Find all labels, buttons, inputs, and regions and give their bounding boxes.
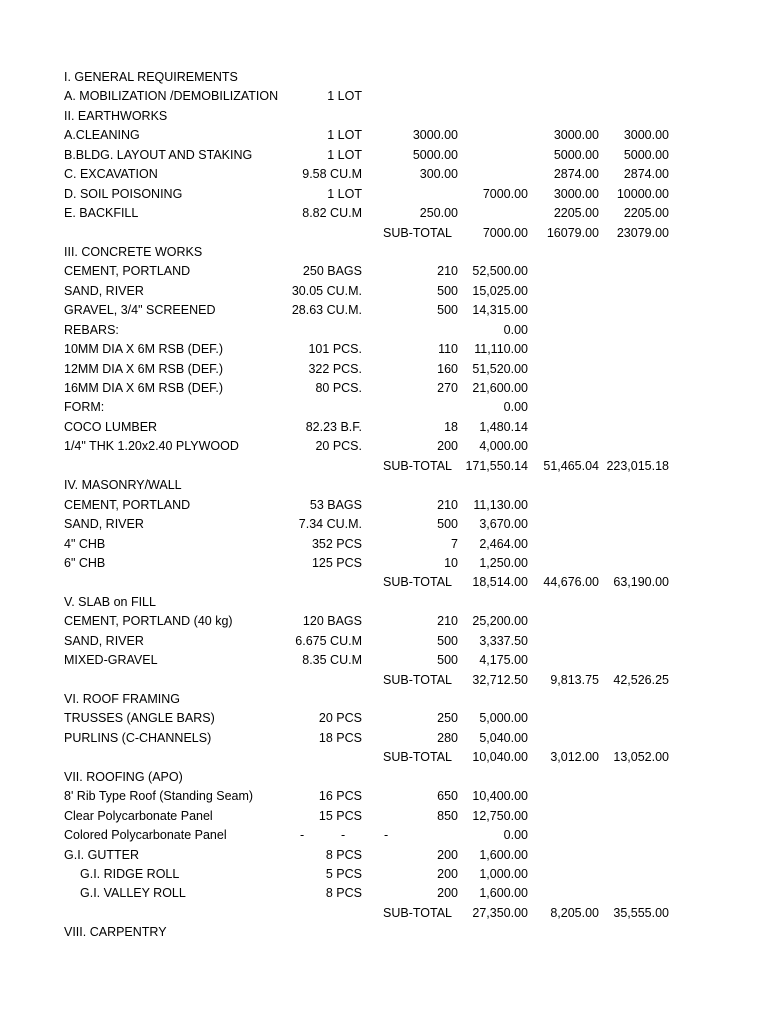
- item-quantity: 18 PCS: [318, 730, 362, 745]
- item-quantity: 1 LOT: [327, 147, 362, 162]
- labor-cost: 9,813.75: [550, 672, 599, 687]
- item-quantity: 1 LOT: [327, 186, 362, 201]
- total-cost: 13,052.00: [613, 750, 669, 765]
- item-quantity: 1 LOT: [327, 89, 362, 104]
- line-item-row: [0, 807, 768, 826]
- item-quantity: 9.58 CU.M: [302, 167, 362, 182]
- material-cost: 12,750.00: [472, 808, 528, 823]
- material-cost: 10,400.00: [472, 789, 528, 804]
- unit-price: 200: [437, 847, 458, 862]
- section-heading-row: [0, 593, 768, 612]
- section-heading-row: [0, 690, 768, 709]
- material-cost: 27,350.00: [472, 905, 528, 920]
- item-description: SAND, RIVER: [64, 283, 144, 298]
- total-cost: 42,526.25: [613, 672, 669, 687]
- line-item-row: [0, 535, 768, 554]
- item-description: Colored Polycarbonate Panel: [64, 828, 227, 843]
- item-description: A.CLEANING: [64, 128, 140, 143]
- item-description: C. EXCAVATION: [64, 167, 158, 182]
- dash-placeholder: -: [384, 828, 389, 843]
- total-cost: 23079.00: [616, 225, 669, 240]
- item-description: CEMENT, PORTLAND: [64, 264, 191, 279]
- item-description: PURLINS (C-CHANNELS): [64, 730, 212, 745]
- material-cost: 1,250.00: [479, 555, 528, 570]
- material-cost: 25,200.00: [472, 614, 528, 629]
- item-description: IV. MASONRY/WALL: [64, 478, 182, 493]
- unit-price: 210: [437, 614, 458, 629]
- unit-price: 270: [437, 381, 458, 395]
- total-cost: 2874.00: [623, 167, 669, 182]
- line-item-row: [0, 340, 768, 359]
- line-item-row: [0, 651, 768, 670]
- line-item-row: [0, 165, 768, 184]
- material-cost: 7000.00: [482, 186, 528, 201]
- item-description: III. CONCRETE WORKS: [64, 244, 203, 259]
- material-cost: 3,337.50: [479, 633, 528, 648]
- item-description: G.I. GUTTER: [64, 847, 139, 862]
- item-quantity: 8.35 CU.M: [302, 653, 362, 668]
- unit-price: 500: [437, 653, 458, 668]
- unit-price: 10: [444, 555, 458, 570]
- item-description: 12MM DIA X 6M RSB (DEF.): [64, 361, 224, 376]
- unit-price: 200: [437, 439, 458, 454]
- item-description: MIXED-GRAVEL: [64, 653, 158, 668]
- item-description: A. MOBILIZATION /DEMOBILIZATION: [64, 89, 279, 104]
- item-description: D. SOIL POISONING: [64, 186, 183, 201]
- material-cost: 21,600.00: [472, 381, 528, 395]
- material-cost: 51,520.00: [472, 361, 528, 376]
- line-item-row: [0, 185, 768, 204]
- line-item-row: [0, 787, 768, 806]
- line-item-row: [0, 282, 768, 301]
- item-description: FORM:: [64, 400, 105, 415]
- subtotal-row: [0, 457, 768, 476]
- item-quantity: 15 PCS: [318, 808, 362, 823]
- total-cost: 5000.00: [623, 147, 669, 162]
- item-description: SAND, RIVER: [64, 517, 144, 532]
- unit-price: 3000.00: [412, 128, 458, 143]
- item-quantity: 120 BAGS: [302, 614, 362, 629]
- unit-price: 280: [437, 730, 458, 745]
- unit-price: 250.00: [419, 206, 458, 221]
- dash-placeholder: -: [300, 828, 305, 843]
- labor-cost: 2874.00: [553, 167, 599, 182]
- material-cost: 18,514.00: [472, 575, 528, 590]
- dash-placeholder: -: [341, 828, 346, 843]
- item-description: TRUSSES (ANGLE BARS): [64, 711, 215, 726]
- line-item-row: [0, 826, 768, 845]
- item-description: G.I. VALLEY ROLL: [80, 886, 186, 901]
- line-item-row: [0, 865, 768, 884]
- line-item-row: [0, 612, 768, 631]
- line-item-row: [0, 146, 768, 165]
- item-description: COCO LUMBER: [64, 419, 158, 434]
- material-cost: 32,712.50: [472, 672, 528, 687]
- subtotal-label: SUB-TOTAL: [383, 458, 452, 473]
- line-item-row: [0, 126, 768, 145]
- item-description: I. GENERAL REQUIREMENTS: [64, 70, 238, 84]
- unit-price: 200: [437, 866, 458, 881]
- line-item-row: [0, 204, 768, 223]
- unit-price: 210: [437, 264, 458, 279]
- item-quantity: 101 PCS.: [308, 342, 362, 357]
- item-description: Clear Polycarbonate Panel: [64, 808, 213, 823]
- item-description: 10MM DIA X 6M RSB (DEF.): [64, 342, 224, 357]
- section-heading-row: [0, 107, 768, 126]
- line-item-row: [0, 321, 768, 340]
- line-item-row: [0, 360, 768, 379]
- material-cost: 5,000.00: [479, 711, 528, 726]
- unit-price: 210: [437, 497, 458, 512]
- item-description: II. EARTHWORKS: [64, 108, 168, 123]
- line-item-row: [0, 379, 768, 398]
- item-quantity: 30.05 CU.M.: [291, 283, 362, 298]
- item-description: 16MM DIA X 6M RSB (DEF.): [64, 381, 224, 395]
- item-quantity: 125 PCS: [311, 555, 362, 570]
- item-quantity: 53 BAGS: [309, 497, 362, 512]
- material-cost: 11,110.00: [474, 342, 528, 357]
- unit-price: 850: [437, 808, 458, 823]
- material-cost: 5,040.00: [479, 730, 528, 745]
- total-cost: 3000.00: [623, 128, 669, 143]
- total-cost: 10000.00: [616, 186, 669, 201]
- subtotal-row: [0, 573, 768, 592]
- section-heading-row: [0, 68, 768, 87]
- material-cost: 1,600.00: [479, 886, 528, 901]
- subtotal-label: SUB-TOTAL: [383, 672, 452, 687]
- total-cost: 35,555.00: [613, 905, 669, 920]
- cost-estimate-sheet: [0, 68, 768, 943]
- material-cost: 7000.00: [482, 225, 528, 240]
- material-cost: 4,000.00: [479, 439, 528, 454]
- subtotal-row: [0, 671, 768, 690]
- item-description: VII. ROOFING (APO): [64, 769, 183, 784]
- item-description: SAND, RIVER: [64, 633, 144, 648]
- labor-cost: 16079.00: [546, 225, 599, 240]
- item-quantity: 7.34 CU.M.: [298, 517, 362, 532]
- unit-price: 250: [437, 711, 458, 726]
- section-heading-row: [0, 923, 768, 942]
- item-description: B.BLDG. LAYOUT AND STAKING: [64, 147, 253, 162]
- unit-price: 500: [437, 283, 458, 298]
- line-item-row: [0, 301, 768, 320]
- subtotal-label: SUB-TOTAL: [383, 575, 452, 590]
- item-description: REBARS:: [64, 322, 119, 337]
- item-quantity: 20 PCS.: [315, 439, 362, 454]
- subtotal-label: SUB-TOTAL: [383, 750, 452, 765]
- subtotal-label: SUB-TOTAL: [383, 225, 452, 240]
- item-description: GRAVEL, 3/4" SCREENED: [64, 303, 216, 318]
- item-quantity: 5 PCS: [325, 866, 362, 881]
- unit-price: 110: [438, 342, 458, 357]
- unit-price: 200: [437, 886, 458, 901]
- subtotal-row: [0, 224, 768, 243]
- material-cost: 52,500.00: [472, 264, 528, 279]
- item-description: CEMENT, PORTLAND: [64, 497, 191, 512]
- total-cost: 223,015.18: [606, 458, 669, 473]
- item-quantity: 322 PCS.: [308, 361, 362, 376]
- item-description: CEMENT, PORTLAND (40 kg): [64, 614, 233, 629]
- total-cost: 63,190.00: [613, 575, 669, 590]
- line-item-row: [0, 632, 768, 651]
- item-quantity: 8.82 CU.M: [302, 206, 362, 221]
- section-heading-row: [0, 476, 768, 495]
- item-description: V. SLAB on FILL: [64, 594, 156, 609]
- item-description: VI. ROOF FRAMING: [64, 692, 180, 706]
- labor-cost: 3,012.00: [550, 750, 599, 765]
- material-cost: 14,315.00: [472, 303, 528, 318]
- unit-price: 160: [437, 361, 458, 376]
- unit-price: 5000.00: [412, 147, 458, 162]
- labor-cost: 3000.00: [553, 186, 599, 201]
- item-quantity: 1 LOT: [327, 128, 362, 143]
- item-description: E. BACKFILL: [64, 206, 139, 221]
- labor-cost: 5000.00: [553, 147, 599, 162]
- subtotal-row: [0, 904, 768, 923]
- line-item-row: [0, 554, 768, 573]
- item-description: G.I. RIDGE ROLL: [80, 866, 180, 881]
- unit-price: 650: [437, 789, 458, 804]
- line-item-row: [0, 729, 768, 748]
- item-quantity: 20 PCS: [318, 711, 362, 726]
- item-quantity: 250 BAGS: [302, 264, 362, 279]
- line-item-row: [0, 515, 768, 534]
- labor-cost: 3000.00: [553, 128, 599, 143]
- line-item-row: [0, 496, 768, 515]
- material-cost: 1,600.00: [479, 847, 528, 862]
- line-item-row: [0, 418, 768, 437]
- item-quantity: 80 PCS.: [315, 381, 362, 395]
- item-quantity: 82.23 B.F.: [305, 419, 362, 434]
- section-heading-row: [0, 243, 768, 262]
- subtotal-row: [0, 748, 768, 767]
- item-description: VIII. CARPENTRY: [64, 925, 167, 940]
- material-cost: 4,175.00: [479, 653, 528, 668]
- line-item-row: [0, 709, 768, 728]
- item-quantity: 352 PCS: [311, 536, 362, 551]
- labor-cost: 44,676.00: [543, 575, 599, 590]
- labor-cost: 8,205.00: [550, 905, 599, 920]
- unit-price: 300.00: [419, 167, 458, 182]
- line-item-row: [0, 884, 768, 903]
- total-cost: 2205.00: [623, 206, 669, 221]
- labor-cost: 51,465.04: [543, 458, 599, 473]
- unit-price: 18: [444, 419, 458, 434]
- material-cost: 3,670.00: [479, 517, 528, 532]
- section-heading-row: [0, 768, 768, 787]
- unit-price: 500: [437, 517, 458, 532]
- item-description: 8' Rib Type Roof (Standing Seam): [64, 789, 254, 804]
- line-item-row: [0, 262, 768, 281]
- material-cost: 10,040.00: [472, 750, 528, 765]
- line-item-row: [0, 398, 768, 417]
- item-description: 1/4" THK 1.20x2.40 PLYWOOD: [64, 439, 239, 454]
- labor-cost: 2205.00: [553, 206, 599, 221]
- material-cost: 0.00: [503, 828, 528, 843]
- material-cost: 1,000.00: [479, 866, 528, 881]
- material-cost: 0.00: [503, 322, 528, 337]
- item-quantity: 8 PCS: [325, 847, 362, 862]
- unit-price: 7: [451, 536, 458, 551]
- material-cost: 171,550.14: [465, 458, 528, 473]
- subtotal-label: SUB-TOTAL: [383, 905, 452, 920]
- unit-price: 500: [437, 303, 458, 318]
- item-description: 6" CHB: [64, 555, 106, 570]
- line-item-row: [0, 87, 768, 106]
- item-quantity: 28.63 CU.M.: [291, 303, 362, 318]
- item-description: 4" CHB: [64, 536, 106, 551]
- line-item-row: [0, 437, 768, 456]
- item-quantity: 6.675 CU.M: [295, 633, 362, 648]
- line-item-row: [0, 846, 768, 865]
- material-cost: 2,464.00: [479, 536, 528, 551]
- item-quantity: 8 PCS: [325, 886, 362, 901]
- material-cost: 0.00: [503, 400, 528, 415]
- material-cost: 15,025.00: [472, 283, 528, 298]
- material-cost: 11,130.00: [473, 497, 528, 512]
- unit-price: 500: [437, 633, 458, 648]
- item-quantity: 16 PCS: [318, 789, 362, 804]
- material-cost: 1,480.14: [479, 419, 528, 434]
